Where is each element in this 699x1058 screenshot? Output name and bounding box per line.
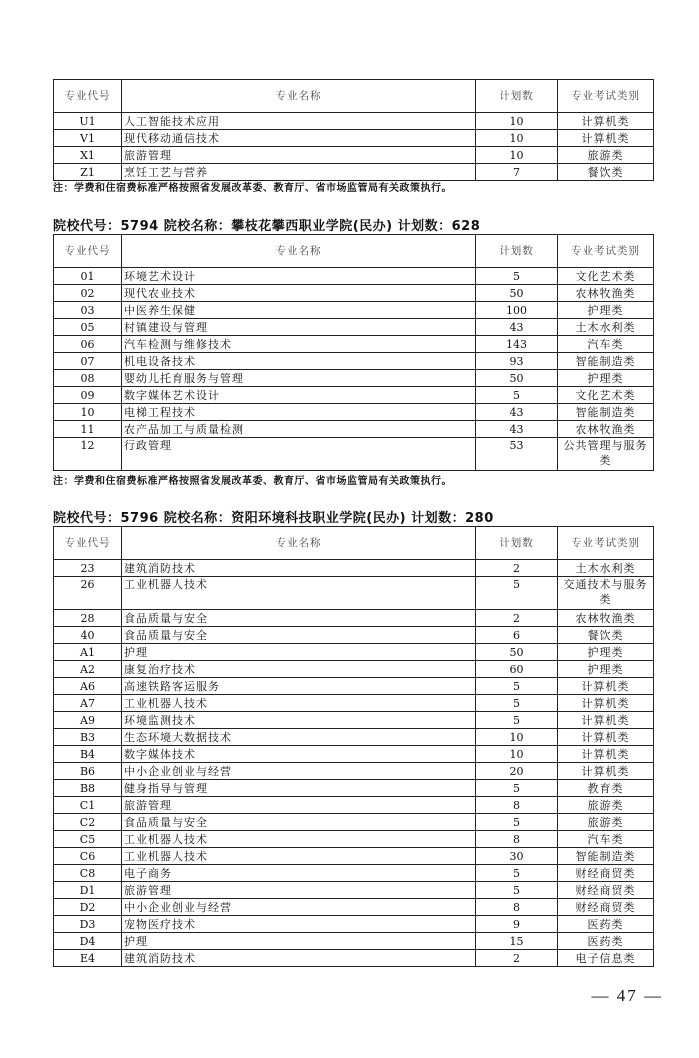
plan-count: 53 bbox=[476, 438, 558, 471]
major-name: 工业机器人技术 bbox=[122, 848, 476, 865]
major-name: 烹饪工艺与营养 bbox=[122, 164, 476, 181]
major-name: 机电设备技术 bbox=[122, 353, 476, 370]
table-row bbox=[54, 302, 654, 319]
table-row bbox=[54, 678, 654, 695]
exam-category: 护理类 bbox=[558, 370, 654, 387]
major-code: D3 bbox=[54, 916, 122, 933]
major-code: 06 bbox=[54, 336, 122, 353]
enrollment-table-continued bbox=[53, 79, 654, 181]
plan-count: 100 bbox=[476, 302, 558, 319]
plan-count: 15 bbox=[476, 933, 558, 950]
major-name: 工业机器人技术 bbox=[122, 577, 476, 610]
major-code: B8 bbox=[54, 780, 122, 797]
school-heading-5796: 院校代号：5796 院校名称：资阳环境科技职业学院(民办) 计划数：280 bbox=[53, 511, 494, 526]
major-code: A9 bbox=[54, 712, 122, 729]
header-name: 专业名称 bbox=[122, 235, 476, 268]
major-code: 08 bbox=[54, 370, 122, 387]
major-name: 环境监测技术 bbox=[122, 712, 476, 729]
table-row bbox=[54, 831, 654, 848]
major-code: 05 bbox=[54, 319, 122, 336]
table-row bbox=[54, 661, 654, 678]
tuition-note: 注：学费和住宿费标准严格按照省发展改革委、教育厅、省市场监管局有关政策执行。 bbox=[53, 183, 452, 194]
table-row bbox=[54, 560, 654, 577]
major-code: 02 bbox=[54, 285, 122, 302]
plan-count: 30 bbox=[476, 848, 558, 865]
major-code: 12 bbox=[54, 438, 122, 471]
plan-count: 43 bbox=[476, 421, 558, 438]
table-row bbox=[54, 780, 654, 797]
table-row bbox=[54, 130, 654, 147]
exam-category: 公共管理与服务类 bbox=[558, 438, 654, 471]
major-code: C1 bbox=[54, 797, 122, 814]
plan-count: 50 bbox=[476, 285, 558, 302]
major-code: 11 bbox=[54, 421, 122, 438]
table-row bbox=[54, 421, 654, 438]
major-code: D1 bbox=[54, 882, 122, 899]
exam-category: 旅游类 bbox=[558, 797, 654, 814]
school-heading-5794: 院校代号：5794 院校名称：攀枝花攀西职业学院(民办) 计划数：628 bbox=[53, 219, 481, 234]
major-name: 行政管理 bbox=[122, 438, 476, 471]
exam-category: 智能制造类 bbox=[558, 353, 654, 370]
major-code: 07 bbox=[54, 353, 122, 370]
plan-count: 10 bbox=[476, 147, 558, 164]
table-row bbox=[54, 336, 654, 353]
plan-count: 10 bbox=[476, 746, 558, 763]
major-name: 旅游管理 bbox=[122, 147, 476, 164]
exam-category: 医药类 bbox=[558, 933, 654, 950]
major-code: D2 bbox=[54, 899, 122, 916]
exam-category: 汽车类 bbox=[558, 831, 654, 848]
plan-count: 2 bbox=[476, 560, 558, 577]
table-row bbox=[54, 644, 654, 661]
plan-count: 5 bbox=[476, 882, 558, 899]
exam-category: 教育类 bbox=[558, 780, 654, 797]
major-code: A6 bbox=[54, 678, 122, 695]
table-row bbox=[54, 695, 654, 712]
plan-count: 2 bbox=[476, 610, 558, 627]
major-name: 建筑消防技术 bbox=[122, 560, 476, 577]
table-row bbox=[54, 319, 654, 336]
major-name: 中医养生保健 bbox=[122, 302, 476, 319]
major-name: 环境艺术设计 bbox=[122, 268, 476, 285]
exam-category: 旅游类 bbox=[558, 814, 654, 831]
exam-category: 护理类 bbox=[558, 302, 654, 319]
exam-category: 计算机类 bbox=[558, 113, 654, 130]
major-name: 村镇建设与管理 bbox=[122, 319, 476, 336]
table-row bbox=[54, 404, 654, 421]
table-row bbox=[54, 285, 654, 302]
exam-category: 财经商贸类 bbox=[558, 865, 654, 882]
exam-category: 交通技术与服务类 bbox=[558, 577, 654, 610]
plan-count: 8 bbox=[476, 831, 558, 848]
major-name: 宠物医疗技术 bbox=[122, 916, 476, 933]
plan-count: 93 bbox=[476, 353, 558, 370]
exam-category: 财经商贸类 bbox=[558, 882, 654, 899]
plan-count: 5 bbox=[476, 577, 558, 610]
major-code: C2 bbox=[54, 814, 122, 831]
major-code: E4 bbox=[54, 950, 122, 967]
major-name: 护理 bbox=[122, 644, 476, 661]
exam-category: 汽车类 bbox=[558, 336, 654, 353]
exam-category: 旅游类 bbox=[558, 147, 654, 164]
plan-count: 5 bbox=[476, 695, 558, 712]
major-name: 健身指导与管理 bbox=[122, 780, 476, 797]
table-row bbox=[54, 712, 654, 729]
major-code: A1 bbox=[54, 644, 122, 661]
table-row bbox=[54, 746, 654, 763]
table-row bbox=[54, 848, 654, 865]
header-name: 专业名称 bbox=[122, 80, 476, 113]
table-row bbox=[54, 627, 654, 644]
major-code: C6 bbox=[54, 848, 122, 865]
major-name: 食品质量与安全 bbox=[122, 627, 476, 644]
major-code: X1 bbox=[54, 147, 122, 164]
header-category: 专业考试类别 bbox=[558, 80, 654, 113]
major-code: Z1 bbox=[54, 164, 122, 181]
table-row bbox=[54, 164, 654, 181]
exam-category: 文化艺术类 bbox=[558, 387, 654, 404]
exam-category: 计算机类 bbox=[558, 695, 654, 712]
plan-count: 7 bbox=[476, 164, 558, 181]
plan-count: 5 bbox=[476, 814, 558, 831]
plan-count: 5 bbox=[476, 865, 558, 882]
header-plan: 计划数 bbox=[476, 80, 558, 113]
exam-category: 农林牧渔类 bbox=[558, 421, 654, 438]
table-row bbox=[54, 147, 654, 164]
plan-count: 5 bbox=[476, 780, 558, 797]
major-code: C5 bbox=[54, 831, 122, 848]
major-code: 26 bbox=[54, 577, 122, 610]
exam-category: 财经商贸类 bbox=[558, 899, 654, 916]
major-code: 03 bbox=[54, 302, 122, 319]
table-row bbox=[54, 353, 654, 370]
table-row bbox=[54, 438, 654, 471]
table-row bbox=[54, 577, 654, 610]
major-name: 生态环境大数据技术 bbox=[122, 729, 476, 746]
plan-count: 5 bbox=[476, 268, 558, 285]
major-name: 康复治疗技术 bbox=[122, 661, 476, 678]
major-name: 数字媒体技术 bbox=[122, 746, 476, 763]
major-name: 工业机器人技术 bbox=[122, 831, 476, 848]
major-name: 农产品加工与质量检测 bbox=[122, 421, 476, 438]
major-code: 10 bbox=[54, 404, 122, 421]
major-name: 电梯工程技术 bbox=[122, 404, 476, 421]
tuition-note: 注：学费和住宿费标准严格按照省发展改革委、教育厅、省市场监管局有关政策执行。 bbox=[53, 476, 452, 487]
table-row bbox=[54, 899, 654, 916]
plan-count: 50 bbox=[476, 644, 558, 661]
exam-category: 计算机类 bbox=[558, 678, 654, 695]
major-name: 现代移动通信技术 bbox=[122, 130, 476, 147]
header-code: 专业代号 bbox=[54, 235, 122, 268]
table-row bbox=[54, 797, 654, 814]
major-name: 人工智能技术应用 bbox=[122, 113, 476, 130]
major-code: 09 bbox=[54, 387, 122, 404]
major-name: 高速铁路客运服务 bbox=[122, 678, 476, 695]
exam-category: 智能制造类 bbox=[558, 404, 654, 421]
plan-count: 6 bbox=[476, 627, 558, 644]
table-header-row bbox=[54, 527, 654, 560]
plan-count: 10 bbox=[476, 130, 558, 147]
major-code: B4 bbox=[54, 746, 122, 763]
table-row bbox=[54, 610, 654, 627]
major-name: 数字媒体艺术设计 bbox=[122, 387, 476, 404]
plan-count: 5 bbox=[476, 678, 558, 695]
plan-count: 9 bbox=[476, 916, 558, 933]
major-name: 汽车检测与维修技术 bbox=[122, 336, 476, 353]
major-code: B3 bbox=[54, 729, 122, 746]
major-code: V1 bbox=[54, 130, 122, 147]
table-row bbox=[54, 950, 654, 967]
header-plan: 计划数 bbox=[476, 527, 558, 560]
exam-category: 智能制造类 bbox=[558, 848, 654, 865]
plan-count: 5 bbox=[476, 712, 558, 729]
major-name: 建筑消防技术 bbox=[122, 950, 476, 967]
plan-count: 50 bbox=[476, 370, 558, 387]
header-code: 专业代号 bbox=[54, 527, 122, 560]
plan-count: 60 bbox=[476, 661, 558, 678]
plan-count: 2 bbox=[476, 950, 558, 967]
major-name: 食品质量与安全 bbox=[122, 814, 476, 831]
major-name: 电子商务 bbox=[122, 865, 476, 882]
plan-count: 10 bbox=[476, 113, 558, 130]
exam-category: 农林牧渔类 bbox=[558, 610, 654, 627]
plan-count: 20 bbox=[476, 763, 558, 780]
major-name: 食品质量与安全 bbox=[122, 610, 476, 627]
exam-category: 农林牧渔类 bbox=[558, 285, 654, 302]
plan-count: 43 bbox=[476, 319, 558, 336]
exam-category: 计算机类 bbox=[558, 763, 654, 780]
major-code: 40 bbox=[54, 627, 122, 644]
major-name: 工业机器人技术 bbox=[122, 695, 476, 712]
major-name: 旅游管理 bbox=[122, 797, 476, 814]
exam-category: 护理类 bbox=[558, 644, 654, 661]
header-code: 专业代号 bbox=[54, 80, 122, 113]
header-name: 专业名称 bbox=[122, 527, 476, 560]
major-code: 28 bbox=[54, 610, 122, 627]
plan-count: 43 bbox=[476, 404, 558, 421]
exam-category: 护理类 bbox=[558, 661, 654, 678]
exam-category: 文化艺术类 bbox=[558, 268, 654, 285]
plan-count: 143 bbox=[476, 336, 558, 353]
major-name: 现代农业技术 bbox=[122, 285, 476, 302]
page-number: — 47 — bbox=[591, 986, 663, 1005]
major-code: B6 bbox=[54, 763, 122, 780]
table-row bbox=[54, 763, 654, 780]
major-code: 23 bbox=[54, 560, 122, 577]
table-row bbox=[54, 113, 654, 130]
table-row bbox=[54, 865, 654, 882]
plan-count: 5 bbox=[476, 387, 558, 404]
exam-category: 医药类 bbox=[558, 916, 654, 933]
table-row bbox=[54, 916, 654, 933]
major-code: U1 bbox=[54, 113, 122, 130]
major-code: A2 bbox=[54, 661, 122, 678]
exam-category: 计算机类 bbox=[558, 712, 654, 729]
table-row bbox=[54, 933, 654, 950]
major-name: 婴幼儿托育服务与管理 bbox=[122, 370, 476, 387]
exam-category: 电子信息类 bbox=[558, 950, 654, 967]
table-header-row bbox=[54, 235, 654, 268]
header-plan: 计划数 bbox=[476, 235, 558, 268]
enrollment-table-5796 bbox=[53, 526, 654, 967]
table-row bbox=[54, 814, 654, 831]
plan-count: 8 bbox=[476, 797, 558, 814]
exam-category: 计算机类 bbox=[558, 746, 654, 763]
major-code: C8 bbox=[54, 865, 122, 882]
exam-category: 餐饮类 bbox=[558, 627, 654, 644]
exam-category: 计算机类 bbox=[558, 130, 654, 147]
exam-category: 土木水利类 bbox=[558, 319, 654, 336]
header-category: 专业考试类别 bbox=[558, 527, 654, 560]
major-name: 中小企业创业与经营 bbox=[122, 763, 476, 780]
exam-category: 土木水利类 bbox=[558, 560, 654, 577]
table-header-row bbox=[54, 80, 654, 113]
major-name: 护理 bbox=[122, 933, 476, 950]
major-name: 旅游管理 bbox=[122, 882, 476, 899]
major-code: A7 bbox=[54, 695, 122, 712]
table-row bbox=[54, 387, 654, 404]
plan-count: 10 bbox=[476, 729, 558, 746]
major-code: 01 bbox=[54, 268, 122, 285]
exam-category: 计算机类 bbox=[558, 729, 654, 746]
table-row bbox=[54, 370, 654, 387]
table-row bbox=[54, 882, 654, 899]
table-row bbox=[54, 729, 654, 746]
major-name: 中小企业创业与经营 bbox=[122, 899, 476, 916]
major-code: D4 bbox=[54, 933, 122, 950]
header-category: 专业考试类别 bbox=[558, 235, 654, 268]
enrollment-table-5794 bbox=[53, 234, 654, 471]
plan-count: 8 bbox=[476, 899, 558, 916]
exam-category: 餐饮类 bbox=[558, 164, 654, 181]
table-row bbox=[54, 268, 654, 285]
